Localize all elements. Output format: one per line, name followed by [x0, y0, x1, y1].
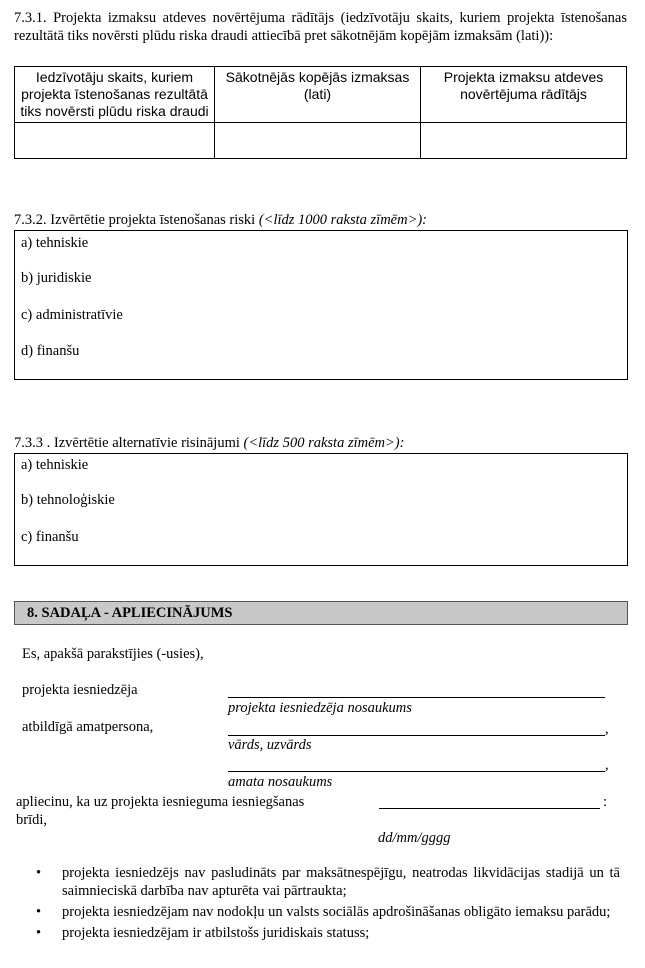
applicant-label: projekta iesniedzēja [22, 682, 138, 698]
declaration-item-text: projekta iesniedzējs nav pasludināts par maksātnespējīgu, neatrodas likvidācijas stadijā un tā saimnieciskā darbība nav apturēta vai pārtraukta; [62, 865, 620, 899]
alternatives-textbox[interactable] [14, 453, 628, 566]
official-name-field[interactable] [228, 735, 605, 736]
bullet-icon: • [36, 865, 42, 881]
risk-item-financial: d) finanšu [21, 343, 80, 359]
certify-line-2: brīdi, [16, 812, 48, 828]
alternative-item-technical: a) tehniskie [21, 457, 89, 473]
risk-item-technical: a) tehniskie [21, 235, 89, 251]
list-item [14, 903, 620, 921]
declaration-item-text: projekta iesniedzējam ir atbilstošs juridiskais statuss; [62, 925, 370, 941]
official-position-field[interactable] [228, 771, 605, 772]
official-position-comma: , [605, 757, 609, 773]
list-item [14, 864, 620, 900]
section-7-3-3-hint: (<līdz 500 raksta zīmēm>): [243, 435, 405, 451]
official-label: atbildīgā amatpersona, [22, 719, 154, 735]
table-header-residents: Iedzīvotāju skaits, kuriem projekta īstenošanas rezultātā tiks novērsti plūdu riska draudi [15, 67, 215, 123]
table-row [15, 123, 627, 159]
risk-item-administrative: c) administratīvie [21, 307, 123, 323]
table-cell-initial-costs[interactable] [215, 123, 421, 159]
cost-efficiency-table [14, 66, 627, 159]
table-cell-residents[interactable] [15, 123, 215, 159]
table-header-initial-costs: Sākotnējās kopējās izmaksas (lati) [215, 67, 421, 123]
section-7-3-3-heading [14, 434, 404, 452]
official-name-hint: vārds, uzvārds [228, 737, 312, 753]
applicant-name-hint: projekta iesniedzēja nosaukums [228, 700, 412, 716]
certify-line-1: apliecinu, ka uz projekta iesnieguma iesniegšanas [16, 794, 305, 810]
risk-item-legal: b) juridiskie [21, 270, 92, 286]
section-7-3-2-heading [14, 211, 427, 229]
bullet-icon: • [36, 904, 42, 920]
section-7-3-2-title: 7.3.2. Izvērtētie projekta īstenošanas riski [14, 212, 256, 228]
submission-date-field[interactable] [379, 808, 600, 809]
alternative-item-technological: b) tehnoloģiskie [21, 492, 115, 508]
section-7-3-1-heading: 7.3.1. Projekta izmaksu atdeves novērtējuma rādītājs (iedzīvotāju skaits, kuriem projekta īstenošanas rezultātā tiks novērsti plūdu riska draudi attiecībā pret sākotnējām kopējām izmaksām (lati)): [14, 10, 627, 44]
certify-text [16, 793, 304, 829]
official-position-hint: amata nosaukums [228, 774, 333, 790]
bullet-icon: • [36, 925, 42, 941]
section-7-3-2-hint: (<līdz 1000 raksta zīmēm>): [258, 212, 428, 228]
declaration-item-text: projekta iesniedzējam nav nodokļu un valsts sociālās apdrošināšanas obligāto iemaksu parādu; [62, 904, 611, 920]
submission-date-hint: dd/mm/gggg [378, 830, 451, 846]
alternative-item-financial: c) finanšu [21, 529, 79, 545]
table-header-row [15, 67, 627, 123]
risks-textbox[interactable] [14, 230, 628, 380]
section-8-title-bar [14, 601, 628, 625]
section-8-title: 8. SADAĻA - APLIECINĀJUMS [27, 605, 233, 621]
declaration-intro: Es, apakšā parakstījies (-usies), [22, 646, 204, 662]
list-item [14, 924, 620, 942]
submission-date-colon: : [603, 794, 608, 810]
table-header-efficiency-indicator: Projekta izmaksu atdeves novērtējuma rādītājs [421, 67, 627, 123]
section-7-3-3-title: 7.3.3 . Izvērtētie alternatīvie risinājumi [14, 435, 240, 451]
applicant-name-field[interactable] [228, 697, 605, 698]
official-name-comma: , [605, 721, 609, 737]
declaration-list [14, 864, 620, 945]
table-cell-efficiency-indicator[interactable] [421, 123, 627, 159]
